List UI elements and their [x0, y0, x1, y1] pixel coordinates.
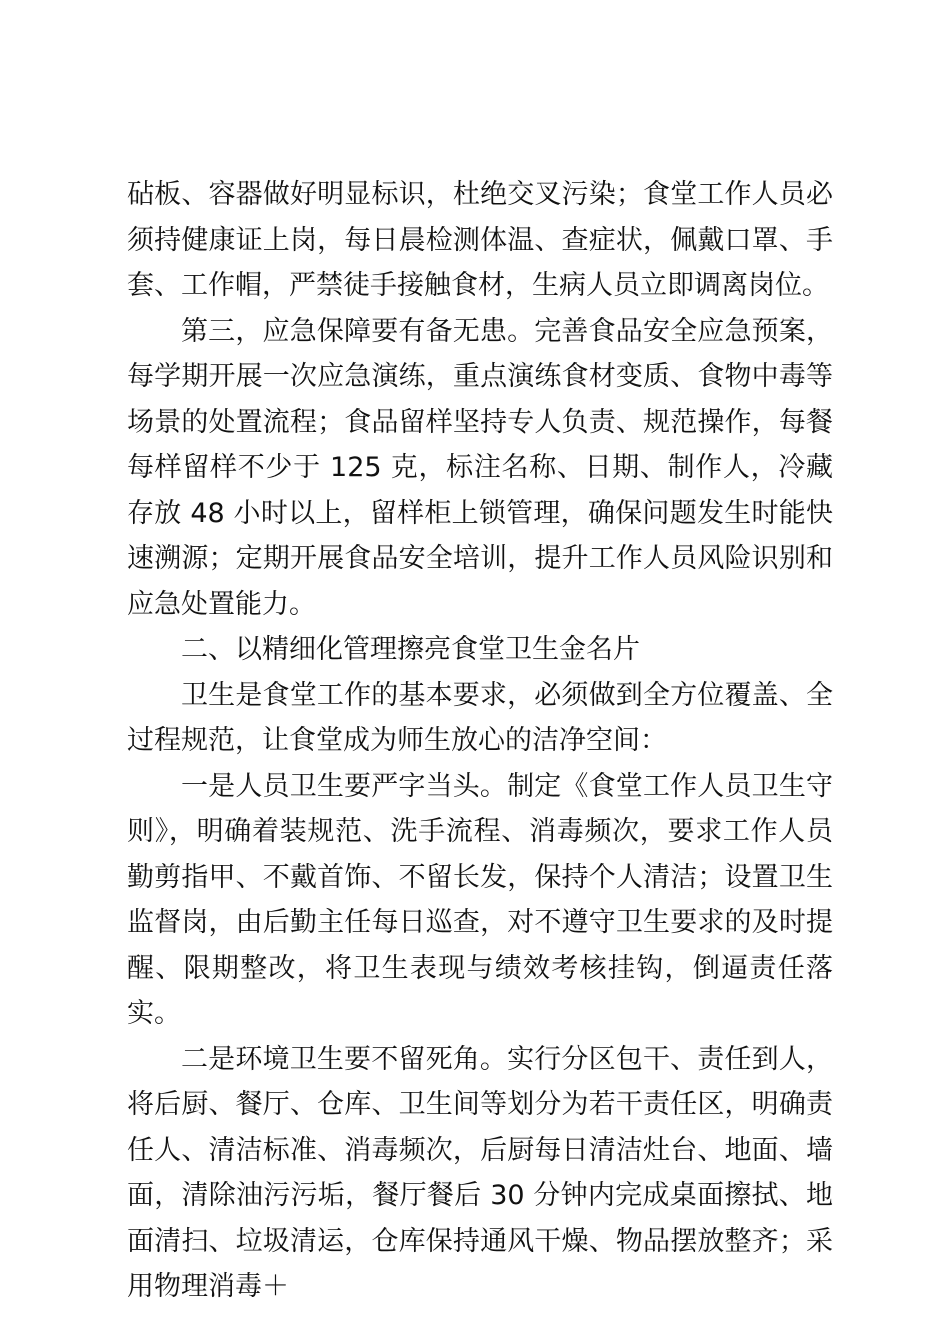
- paragraph-emergency-guarantee: 第三，应急保障要有备无患。完善食品安全应急预案，每学期开展一次应急演练，重点演练食材变质、食物中毒等场景的处置流程；食品留样坚持专人负责、规范操作，每餐每样留样不少于 125 克，标注名称、日期、制作人，冷藏存放 48 小时以上，留样柜上锁管理，确保问题发生时能快速溯源；定期开展食品安全培训，提升工作人员风险识别和应急处置能力。: [127, 315, 833, 620]
- paragraph-personnel-hygiene: 一是人员卫生要严字当头。制定《食堂工作人员卫生守则》，明确着装规范、洗手流程、消毒频次，要求工作人员勤剪指甲、不戴首饰、不留长发，保持个人清洁；设置卫生监督岗，由后勤主任每日巡查，对不遵守卫生要求的及时提醒、限期整改，将卫生表现与绩效考核挂钩，倒逼责任落实。: [127, 770, 833, 1029]
- document-body: [127, 172, 833, 1310]
- paragraph-environment-hygiene: 二是环境卫生要不留死角。实行分区包干、责任到人，将后厨、餐厅、仓库、卫生间等划分为若干责任区，明确责任人、清洁标准、消毒频次，后厨每日清洁灶台、地面、墙面，清除油污污垢，餐厅餐后 30 分钟内完成桌面擦拭、地面清扫、垃圾清运，仓库保持通风干燥、物品摆放整齐；采用物理消毒＋: [127, 1043, 833, 1302]
- section-heading: 二、以精细化管理擦亮食堂卫生金名片: [181, 634, 640, 665]
- paragraph-hygiene-intro: 卫生是食堂工作的基本要求，必须做到全方位覆盖、全过程规范，让食堂成为师生放心的洁净空间：: [127, 679, 833, 756]
- paragraph-continued: 砧板、容器做好明显标识，杜绝交叉污染；食堂工作人员必须持健康证上岗，每日晨检测体温、查症状，佩戴口罩、手套、工作帽，严禁徒手接触食材，生病人员立即调离岗位。: [127, 179, 833, 301]
